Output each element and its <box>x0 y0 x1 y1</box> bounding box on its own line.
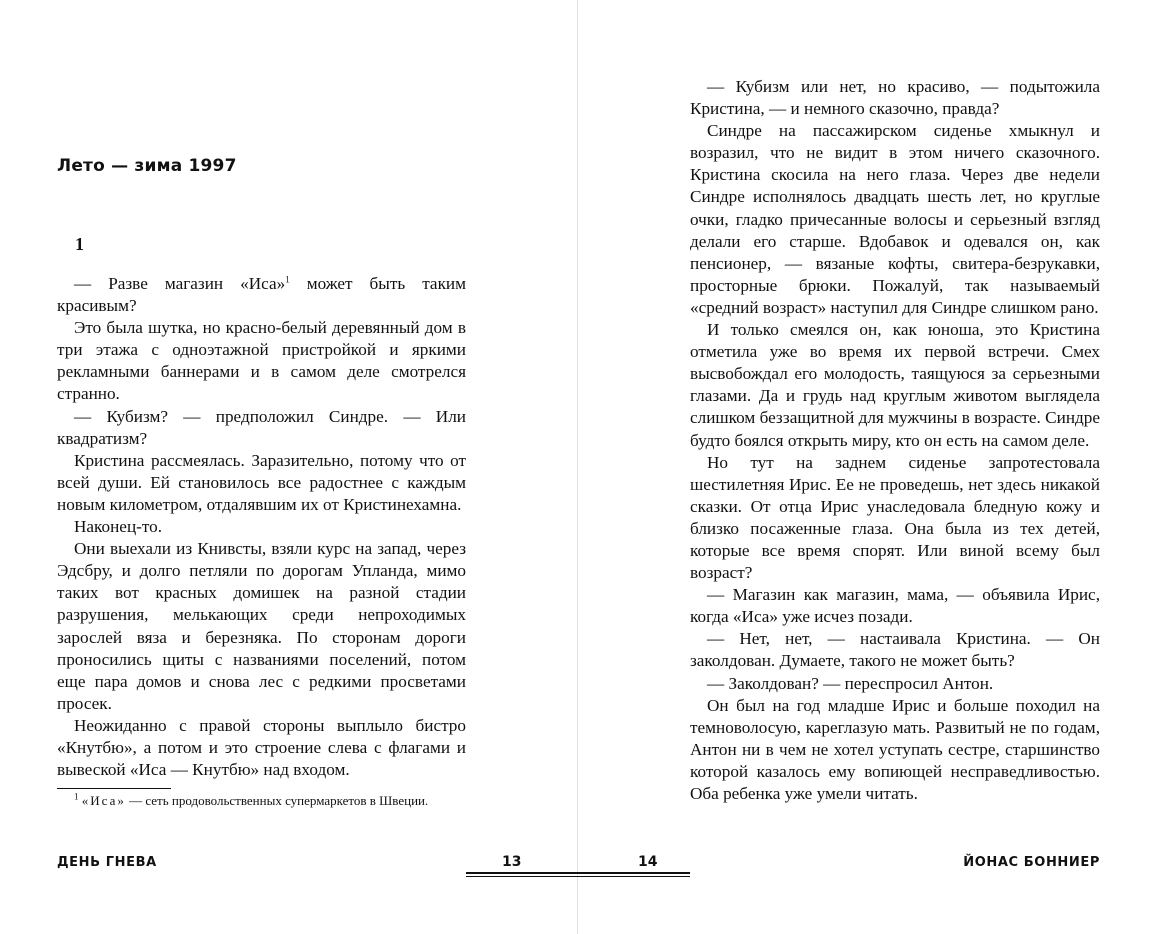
paragraph: Они выехали из Книвсты, взяли курс на запад, через Эдсбру, и долго петляли по дорогам Упланда, мимо таких вот красных домишек на разной стадии разрушения, мелькающих среди непроходимых зарослей вяза и березняка. По сторонам дороги проносились щиты с названиями поселений, потом еще пара домов и снова лес с редкими просветами просек. <box>57 539 466 713</box>
paragraph: Неожиданно с правой стороны выплыло бистро «Кнутбю», а потом и это строение слева с флагами и вывеской «Иса — Кнутбю» над входом. <box>57 715 466 780</box>
running-title-right: ЙОНАС БОННИЕР <box>963 855 1100 870</box>
page-number-right: 14 <box>638 854 658 870</box>
paragraph: — Магазин как магазин, мама, — объявила Ирис, когда «Иса» уже исчез позади. <box>690 585 1100 627</box>
footnote-reference[interactable]: 1 <box>285 274 290 285</box>
footnote-divider <box>57 788 171 789</box>
right-page <box>578 0 1155 934</box>
paragraph: Кристина рассмеялась. Заразительно, потому что от всей души. Ей становилось все радостнее с каждым новым километром, отдалявшим их от Кристинехамна. <box>57 450 466 514</box>
right-page-body <box>690 76 1100 805</box>
paragraph: Он был на год младше Ирис и больше походил на темноволосую, кареглазую мать. Развитый не по годам, Антон ни в чем не хотел уступать сестре, старшинство которой казалось ему вопиющей несправедливостью. Оба ребенка уже умели читать. <box>690 695 1100 803</box>
left-page-body <box>57 273 466 781</box>
paragraph: Наконец-то. <box>74 517 163 537</box>
paragraph: Синдре на пассажирском сиденье хмыкнул и возразил, что не видит в этом ничего сказочного. Кристина скосила на него глаза. Через две недели Синдре исполнялось двадцать шесть лет, но круглые очки, гладко причесанные волосы и серьезный взгляд делали его старше. Вдобавок и одевался он, как пенсионер, — вязаные кофты, свитера-безрукавки, просторные брюки. Пожалуй, так называемый «средний возраст» наступил для Синдре слишком рано. <box>690 121 1100 317</box>
page-number-left: 13 <box>502 854 522 870</box>
left-page <box>0 0 577 934</box>
footnote-term: «Иса» <box>81 793 126 808</box>
footnote-marker: 1 <box>74 791 79 802</box>
section-number: 1 <box>75 234 84 254</box>
chapter-title: Лето — зима 1997 <box>57 156 237 176</box>
paragraph: — Кубизм? — предположил Синдре. — Или квадратизм? <box>57 406 466 448</box>
footnote-text: — сеть продовольственных супермаркетов в Швеции. <box>125 793 429 808</box>
paragraph: — Нет, нет, — настаивала Кристина. — Он заколдован. Думаете, такого не может быть? <box>690 629 1100 671</box>
paragraph: — Кубизм или нет, но красиво, — подытожила Кристина, — и немного сказочно, правда? <box>690 77 1100 119</box>
page-number-rule-left <box>466 872 578 877</box>
footnote <box>57 792 466 809</box>
running-title-left: ДЕНЬ ГНЕВА <box>57 855 157 870</box>
page-number-rule-right <box>578 872 690 877</box>
paragraph: Это была шутка, но красно-белый деревянный дом в три этажа с одноэтажной пристройкой и яркими рекламными баннерами и в самом деле смотрелся странно. <box>57 318 466 404</box>
paragraph: — Заколдован? — переспросил Антон. <box>707 673 994 693</box>
paragraph: — Разве магазин «Иса»$^1$ может быть таким красивым? <box>57 274 466 316</box>
paragraph: И только смеялся он, как юноша, это Кристина отметила уже во время их первой встречи. Смех высвобождал его молодость, таящуюся за серьезными глазами. Да и грудь над круглым животом выглядела слишком беззащитной для мужчины в возрасте. Синдре будто боялся открыть миру, кто он есть на самом деле. <box>690 320 1100 450</box>
paragraph: Но тут на заднем сиденье запротестовала шестилетняя Ирис. Ее не проведешь, нет здесь никакой сказки. От отца Ирис унаследовала бледную кожу и близко посаженные глаза. Она была из тех детей, которые все время спорят. Или виной всему был возраст? <box>690 452 1100 583</box>
